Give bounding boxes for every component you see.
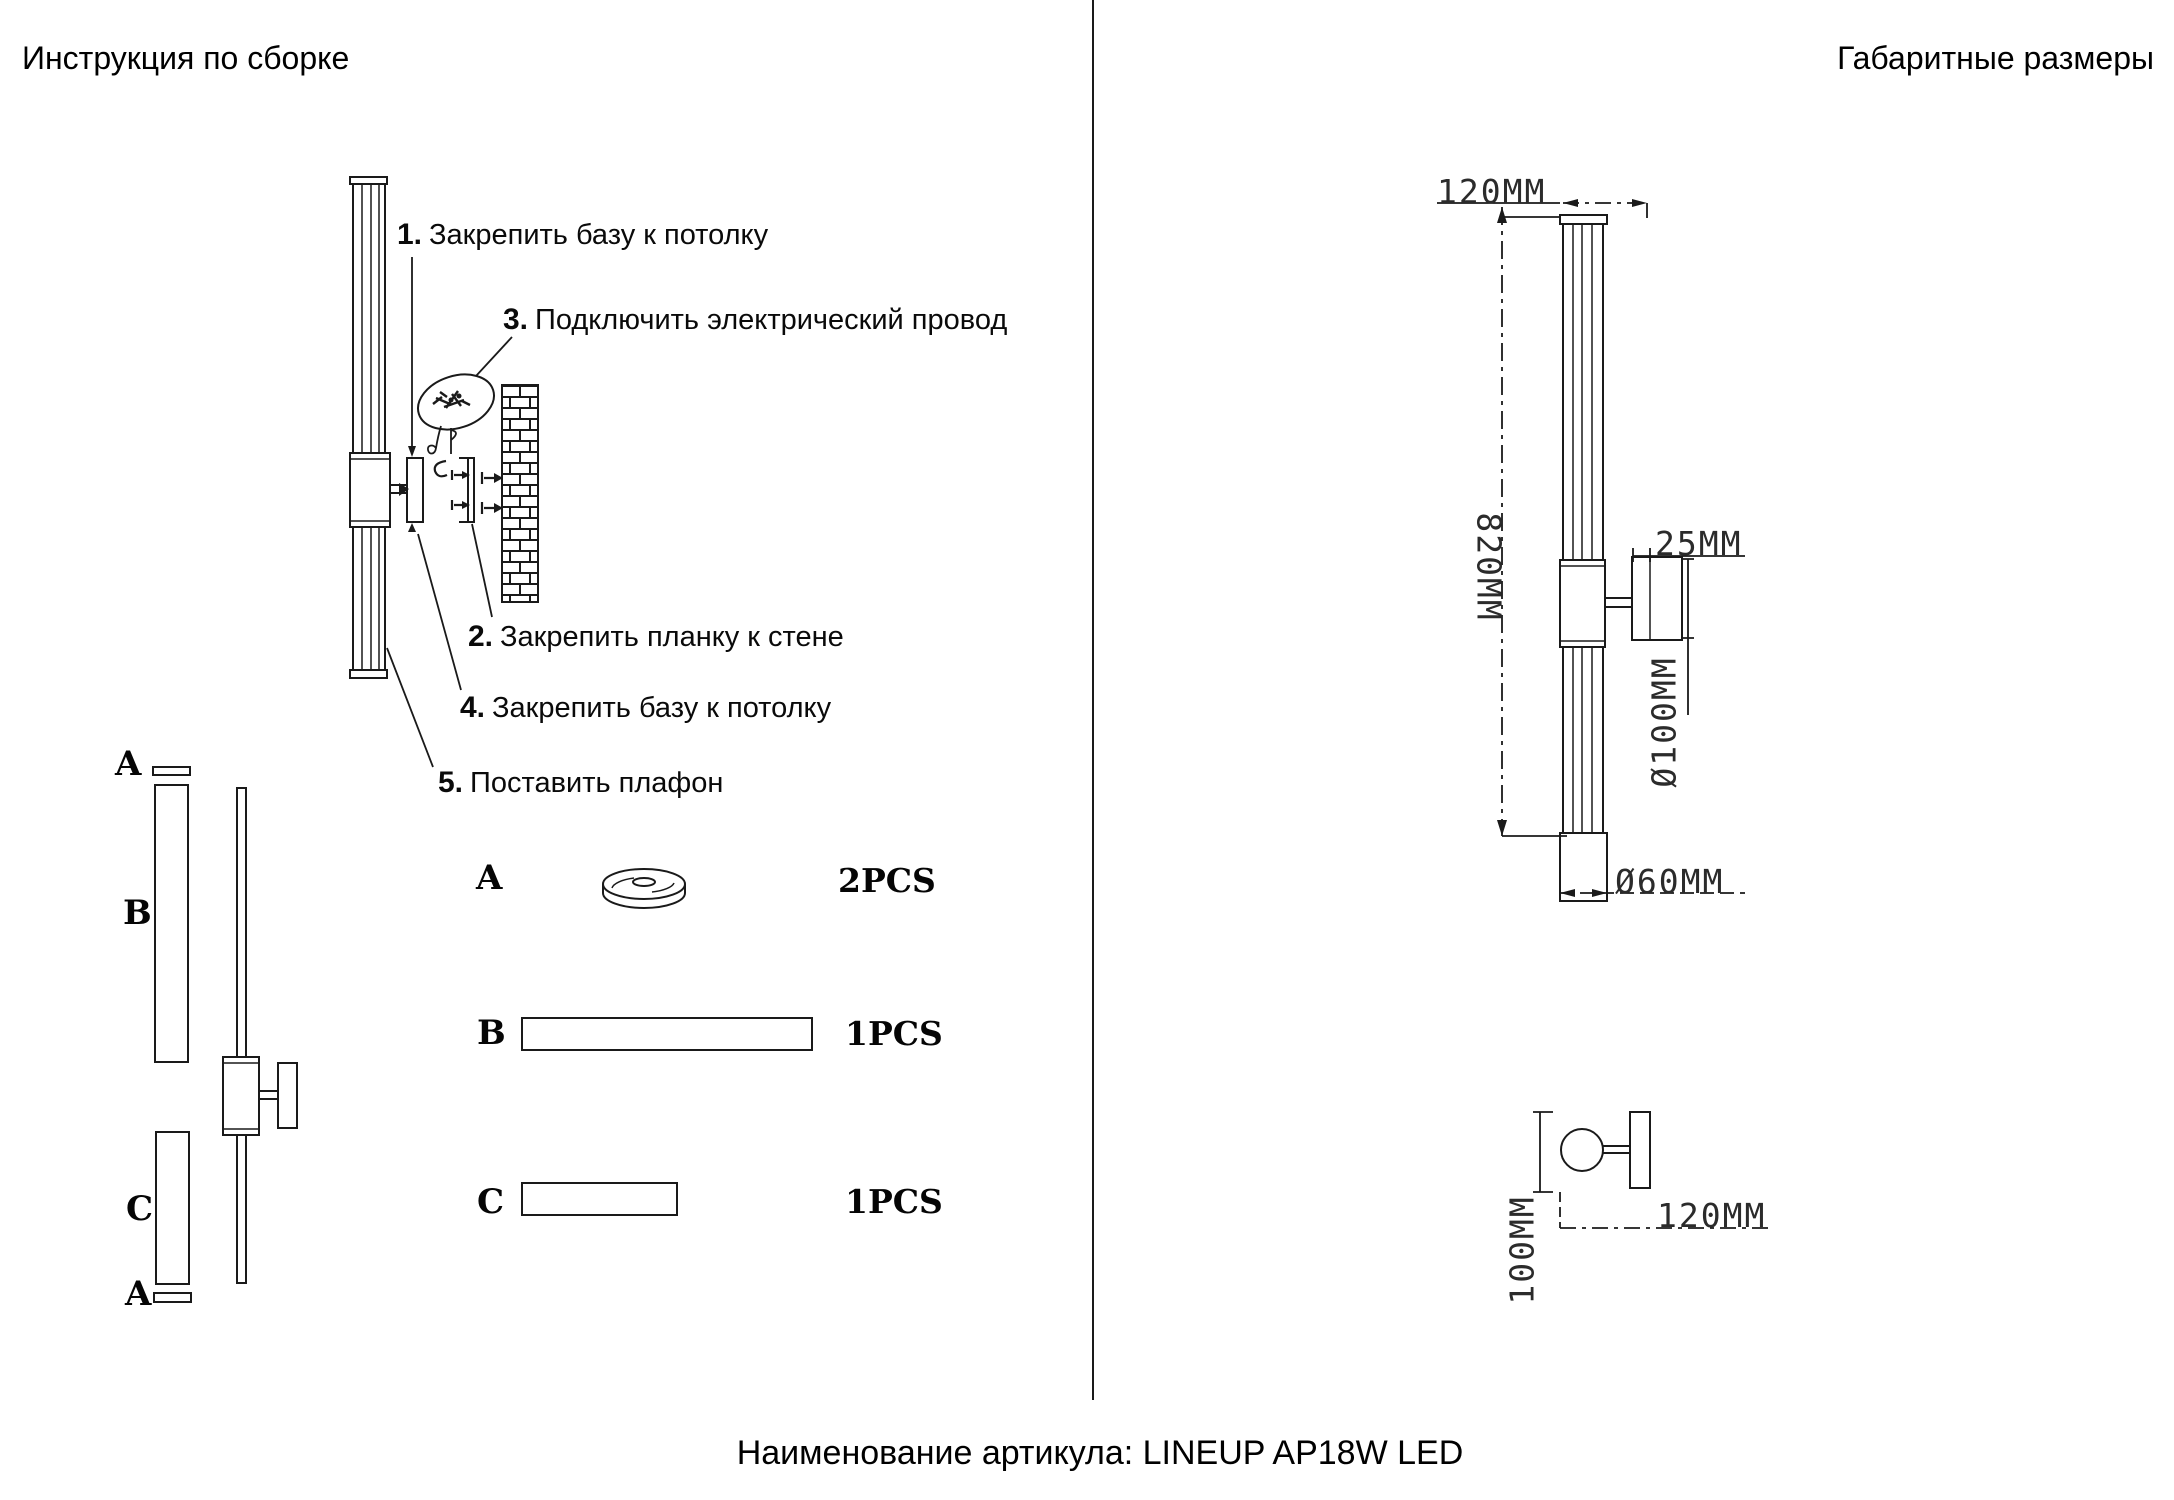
- exploded-label-b: B: [123, 893, 152, 933]
- lamp-front-drawing: [350, 177, 390, 678]
- exploded-view-drawing: [153, 767, 297, 1302]
- part-row-c-qty: 1PCS: [845, 1182, 943, 1221]
- dim-bracket-diameter: Ø100MM: [1644, 656, 1684, 788]
- exploded-label-c: C: [126, 1189, 154, 1229]
- step-5-text: Поставить плафон: [470, 767, 724, 799]
- step-5: [438, 766, 723, 800]
- right-panel-title: Габаритные размеры: [1837, 40, 2154, 76]
- part-row-a-qty: 2PCS: [838, 861, 936, 900]
- dim-height: 820MM: [1469, 512, 1509, 622]
- part-row-b-label: B: [477, 1013, 506, 1053]
- step-2-number: 2.: [468, 620, 494, 653]
- part-row-b-qty: 1PCS: [845, 1014, 943, 1053]
- dim-side-width: 120MM: [1657, 1196, 1767, 1235]
- step-3: [503, 303, 1007, 337]
- step-4-number: 4.: [460, 691, 486, 724]
- step-1-text: Закрепить базу к потолку: [429, 219, 769, 251]
- dim-tube-diameter: Ø60MM: [1615, 862, 1725, 901]
- step-3-number: 3.: [503, 303, 529, 336]
- step-4-text: Закрепить базу к потолку: [492, 692, 832, 724]
- wall-mount-detail: [390, 446, 503, 532]
- dim-bracket-depth: 25MM: [1655, 524, 1743, 563]
- step-1: [397, 218, 768, 252]
- step-2-text: Закрепить планку к стене: [500, 621, 844, 653]
- part-c-bar-icon: [522, 1183, 677, 1215]
- dim-top-width: 120MM: [1437, 172, 1547, 211]
- exploded-label-a-bottom: A: [125, 1274, 152, 1314]
- part-b-bar-icon: [522, 1018, 812, 1050]
- step-2: [468, 620, 844, 654]
- part-row-c-label: C: [477, 1182, 505, 1222]
- step-4: [460, 691, 831, 725]
- step-3-text: Подключить электрический провод: [535, 304, 1008, 336]
- step-5-number: 5.: [438, 766, 464, 799]
- dim-side-height: 100MM: [1502, 1195, 1542, 1305]
- article-name: Наименование артикула: LINEUP AP18W LED: [736, 1434, 1464, 1472]
- step-1-number: 1.: [397, 218, 423, 251]
- part-a-ring-icon: [603, 869, 685, 908]
- exploded-label-a-top: A: [115, 744, 142, 784]
- left-panel-title: Инструкция по сборке: [22, 40, 350, 76]
- wire-connection-detail: [411, 365, 501, 454]
- brick-wall: [502, 385, 538, 602]
- part-row-a-label: A: [476, 858, 503, 898]
